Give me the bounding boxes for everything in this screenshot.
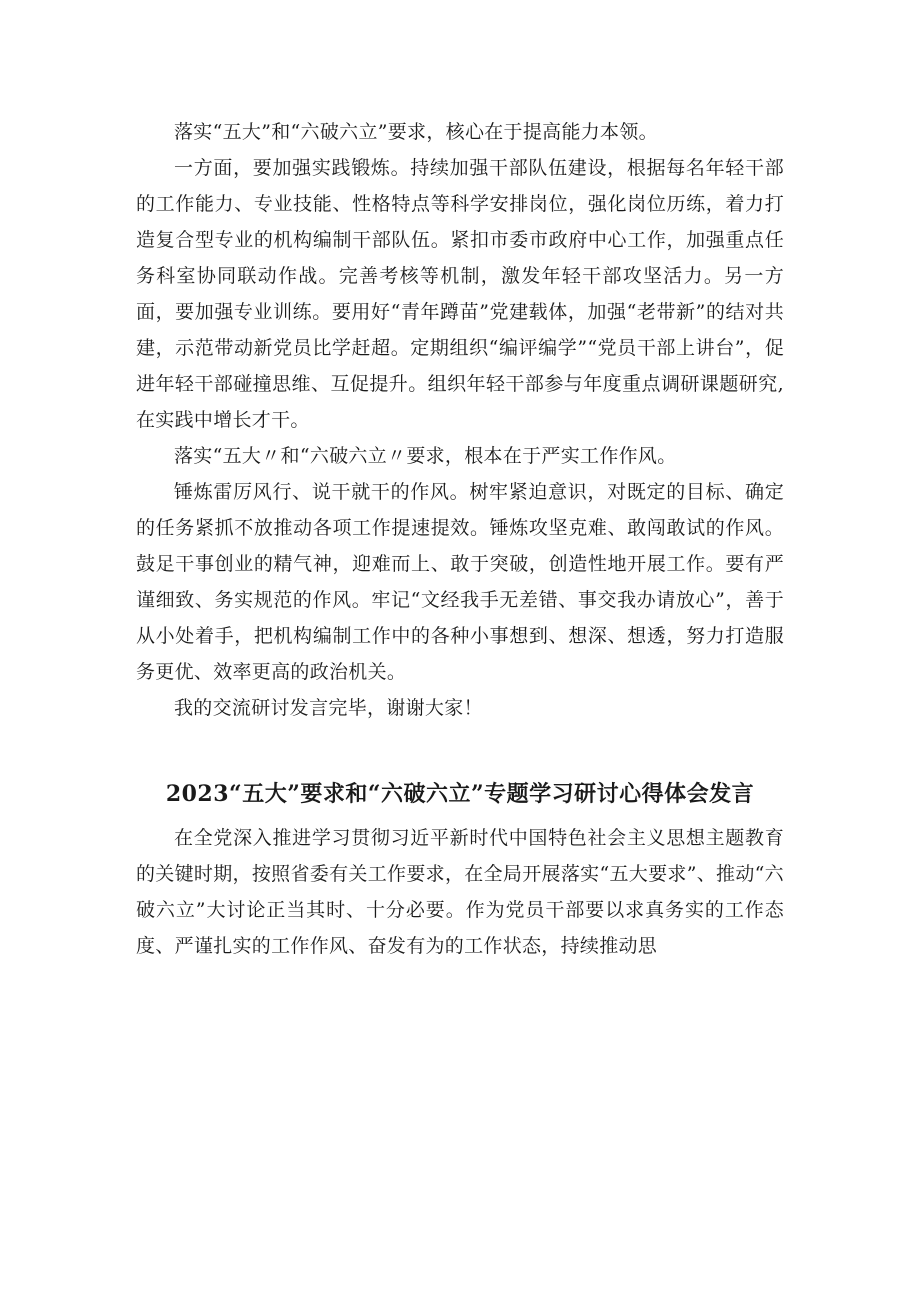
document-body — [136, 114, 784, 964]
paragraph-intro: 在全党深入推进学习贯彻习近平新时代中国特色社会主义思想主题教育的关键时期，按照省委有关工作要求，在全局开展落实“五大要求”、推动“六破六立”大讨论正当其时、十分必要。作为党员干部要以求真务实的工作态度、严谨扎实的工作作风、奋发有为的工作状态，持续推动思 — [136, 827, 784, 957]
document-title: 2023“五大”要求和“六破六立”专题学习研讨心得体会发言 — [165, 781, 755, 807]
paragraph-closing: 我的交流研讨发言完毕，谢谢大家！ — [174, 697, 483, 719]
paragraph-work-style-detail: 锤炼雷厉风行、说干就干的作风。树牢紧迫意识，对既定的目标、确定的任务紧抓不放推动各项工作提速提效。锤炼攻坚克难、敢闯敢试的作风。鼓足干事创业的精气神，迎难而上、敢于突破，创造性地开展工作。要有严谨细致、务实规范的作风。牢记“文经我手无差错、事交我办请放心”，善于从小处着手，把机构编制工作中的各种小事想到、想深、想透，努力打造服务更优、效率更高的政治机关。 — [136, 481, 784, 683]
paragraph-core-capability: 落实“五大”和“六破六立”要求，核心在于提高能力本领。 — [174, 121, 658, 143]
paragraph-work-style: 落实“五大〃和“六破六立〃要求，根本在于严实工作作风。 — [174, 445, 677, 467]
paragraph-practice-training: 一方面，要加强实践锻炼。持续加强干部队伍建设，根据每名年轻干部的工作能力、专业技能、性格特点等科学安排岗位，强化岗位历练，着力打造复合型专业的机构编制干部队伍。紧扣市委市政府中心工作，加强重点任务科室协同联动作战。完善考核等机制，激发年轻干部攻坚活力。另一方面，要加强专业训练。要用好“青年蹲苗”党建载体，加强“老带新”的结对共建，示范带动新党员比学赶超。定期组织“编评编学”“党员干部上讲台”，促进年轻干部碰撞思维、互促提升。组织年轻干部参与年度重点调研课题研究,在实践中增长才干。 — [136, 157, 784, 431]
